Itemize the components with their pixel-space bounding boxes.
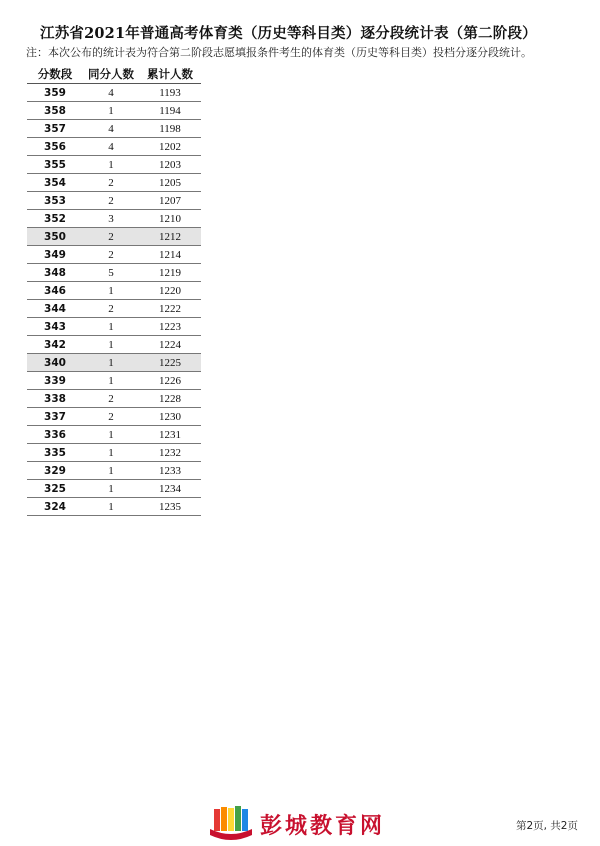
- cell-count: 2: [108, 302, 114, 315]
- score-table: [27, 64, 201, 516]
- table-row: [27, 246, 201, 264]
- table-row: [27, 354, 201, 372]
- cell-count: 1: [108, 284, 114, 297]
- cell-count: 4: [108, 122, 114, 135]
- cell-cumulative: 1193: [159, 86, 181, 99]
- table-row: [27, 174, 201, 192]
- cell-score: 354: [44, 176, 66, 189]
- cell-score: 329: [44, 464, 66, 477]
- table-header: [27, 64, 201, 84]
- cell-count: 4: [108, 140, 114, 153]
- cell-cumulative: 1224: [159, 338, 181, 351]
- table-row: [27, 156, 201, 174]
- table-row: [27, 480, 201, 498]
- table-row: [27, 102, 201, 120]
- cell-cumulative: 1207: [159, 194, 181, 207]
- cell-count: 2: [108, 248, 114, 261]
- cell-score: 342: [44, 338, 66, 351]
- logo-text: 彭城教育网: [260, 813, 386, 839]
- table-row: [27, 210, 201, 228]
- header-score: 分数段: [37, 66, 73, 81]
- table-row: [27, 498, 201, 516]
- book-logo-icon: [208, 805, 254, 843]
- cell-score: 349: [44, 248, 66, 261]
- cell-count: 3: [108, 212, 114, 225]
- cell-cumulative: 1194: [159, 104, 181, 117]
- table-row: [27, 138, 201, 156]
- cell-cumulative: 1228: [159, 392, 181, 405]
- cell-score: 358: [44, 104, 66, 117]
- cell-count: 1: [108, 464, 114, 477]
- cell-score: 324: [44, 500, 66, 513]
- cell-count: 1: [108, 338, 114, 351]
- cell-cumulative: 1230: [159, 410, 181, 423]
- cell-count: 2: [108, 392, 114, 405]
- cell-count: 1: [108, 356, 114, 369]
- table-row: [27, 120, 201, 138]
- cell-score: 353: [44, 194, 66, 207]
- cell-count: 2: [108, 410, 114, 423]
- cell-cumulative: 1222: [159, 302, 181, 315]
- table-row: [27, 300, 201, 318]
- cell-score: 336: [44, 428, 66, 441]
- cell-score: 356: [44, 140, 66, 153]
- cell-count: 5: [108, 266, 114, 279]
- cell-count: 2: [108, 176, 114, 189]
- cell-count: 1: [108, 428, 114, 441]
- cell-score: 339: [44, 374, 66, 387]
- cell-cumulative: 1220: [159, 284, 181, 297]
- header-count: 同分人数: [88, 66, 134, 81]
- cell-score: 357: [44, 122, 66, 135]
- cell-score: 338: [44, 392, 66, 405]
- table-row: [27, 84, 201, 102]
- table-row: [27, 228, 201, 246]
- table-body: [27, 84, 201, 516]
- cell-score: 343: [44, 320, 66, 333]
- table-row: [27, 426, 201, 444]
- cell-score: 348: [44, 266, 66, 279]
- cell-cumulative: 1219: [159, 266, 181, 279]
- table-row: [27, 282, 201, 300]
- table-row: [27, 336, 201, 354]
- table-row: [27, 390, 201, 408]
- page-number: 第2页, 共2页: [515, 820, 578, 832]
- cell-count: 1: [108, 158, 114, 171]
- cell-cumulative: 1203: [159, 158, 181, 171]
- cell-count: 1: [108, 482, 114, 495]
- cell-cumulative: 1226: [159, 374, 181, 387]
- table-row: [27, 318, 201, 336]
- cell-score: 337: [44, 410, 66, 423]
- cell-cumulative: 1223: [159, 320, 181, 333]
- cell-score: 346: [44, 284, 66, 297]
- table-row: [27, 408, 201, 426]
- cell-count: 1: [108, 374, 114, 387]
- table-row: [27, 192, 201, 210]
- cell-count: 1: [108, 104, 114, 117]
- cell-score: 359: [44, 86, 66, 99]
- cell-count: 1: [108, 320, 114, 333]
- cell-cumulative: 1231: [159, 428, 181, 441]
- cell-cumulative: 1214: [159, 248, 181, 261]
- header-cumulative: 累计人数: [147, 66, 193, 81]
- cell-count: 2: [108, 230, 114, 243]
- cell-score: 355: [44, 158, 66, 171]
- table-row: [27, 444, 201, 462]
- cell-score: 352: [44, 212, 66, 225]
- cell-score: 350: [44, 230, 66, 243]
- table-row: [27, 264, 201, 282]
- site-logo: [208, 805, 385, 843]
- cell-cumulative: 1210: [159, 212, 181, 225]
- cell-score: 340: [44, 356, 66, 369]
- cell-score: 344: [44, 302, 66, 315]
- cell-cumulative: 1225: [159, 356, 181, 369]
- cell-cumulative: 1202: [159, 140, 181, 153]
- cell-cumulative: 1234: [159, 482, 181, 495]
- page-title: 江苏省2021年普通高考体育类（历史等科目类）逐分段统计表（第二阶段）: [40, 25, 537, 42]
- cell-cumulative: 1198: [159, 122, 181, 135]
- cell-count: 2: [108, 194, 114, 207]
- cell-score: 335: [44, 446, 66, 459]
- cell-count: 4: [108, 86, 114, 99]
- cell-count: 1: [108, 500, 114, 513]
- cell-cumulative: 1233: [159, 464, 181, 477]
- cell-cumulative: 1205: [159, 176, 181, 189]
- cell-score: 325: [44, 482, 66, 495]
- cell-cumulative: 1235: [159, 500, 181, 513]
- cell-count: 1: [108, 446, 114, 459]
- cell-cumulative: 1232: [159, 446, 181, 459]
- table-row: [27, 462, 201, 480]
- cell-cumulative: 1212: [159, 230, 181, 243]
- table-note: 注：本次公布的统计表为符合第二阶段志愿填报条件考生的体育类（历史等科目类）投档分逐分段统计。: [26, 46, 532, 59]
- table-row: [27, 372, 201, 390]
